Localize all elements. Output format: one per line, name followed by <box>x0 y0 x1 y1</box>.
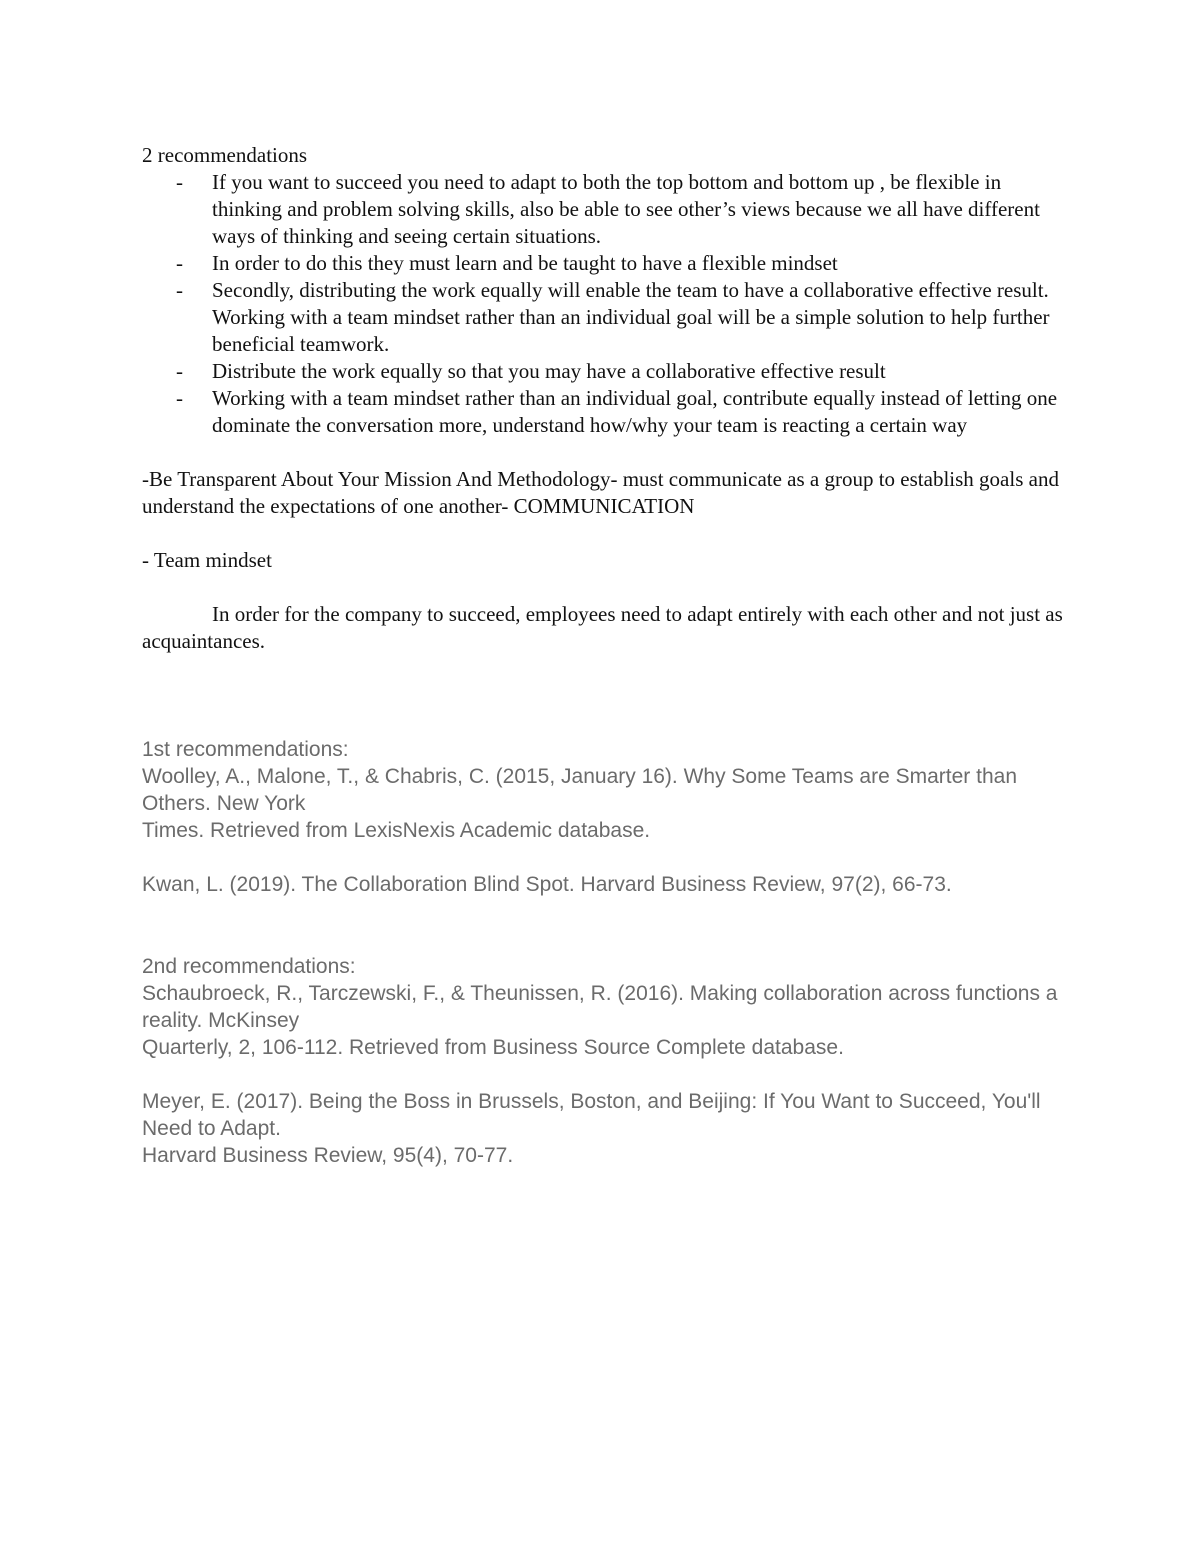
list-item-text: Working with a team mindset rather than an individual goal, contribute equally instead of letting one dominate the conversation more, understand how/why your team is reacting a certain way <box>212 386 1058 437</box>
bullet-dash: - <box>176 359 183 383</box>
list-item <box>142 358 1072 385</box>
recommendation-list <box>142 169 1072 439</box>
second-recommendations-heading: 2nd recommendations: <box>142 955 356 978</box>
reference-entry-continued: Quarterly, 2, 106-112. Retrieved from Business Source Complete database. <box>142 1036 844 1059</box>
list-item-text: Secondly, distributing the work equally will enable the team to have a collaborative effective result. Working with a team mindset rather than an individual goal will be a simple solution to help further beneficial teamwork. <box>212 278 1050 356</box>
list-item <box>142 277 1072 358</box>
reference-entry: Meyer, E. (2017). Being the Boss in Brussels, Boston, and Beijing: If You Want to Succeed, You'll Need to Adapt. <box>142 1090 1041 1140</box>
transparency-paragraph: -Be Transparent About Your Mission And Methodology- must communicate as a group to establish goals and understand the expectations of one another- COMMUNICATION <box>142 467 1059 518</box>
reference-entry-continued: Harvard Business Review, 95(4), 70-77. <box>142 1144 514 1167</box>
bullet-dash: - <box>176 386 183 410</box>
list-item <box>142 169 1072 250</box>
bullet-dash: - <box>176 170 183 194</box>
team-mindset-line: - Team mindset <box>142 548 272 572</box>
list-item <box>142 385 1072 439</box>
first-recommendations-heading: 1st recommendations: <box>142 738 349 761</box>
list-item-text: If you want to succeed you need to adapt to both the top bottom and bottom up , be flexible in thinking and problem solving skills, also be able to see other’s views because we all have different ways of thinking and seeing certain situations. <box>212 170 1040 248</box>
reference-entry: Woolley, A., Malone, T., & Chabris, C. (2015, January 16). Why Some Teams are Smarter than Others. New York <box>142 765 1017 815</box>
bullet-dash: - <box>176 251 183 275</box>
references-section <box>142 736 1082 1169</box>
reference-entry: Schaubroeck, R., Tarczewski, F., & Theunissen, R. (2016). Making collaboration across functions a reality. McKinsey <box>142 982 1058 1032</box>
reference-entry: Kwan, L. (2019). The Collaboration Blind Spot. Harvard Business Review, 97(2), 66-73. <box>142 873 952 896</box>
closing-paragraph: In order for the company to succeed, employees need to adapt entirely with each other and not just as acquaintances. <box>142 602 1063 653</box>
bullet-dash: - <box>176 278 183 302</box>
notes-section <box>142 142 1072 655</box>
list-item-text: Distribute the work equally so that you may have a collaborative effective result <box>212 359 886 383</box>
section-heading: 2 recommendations <box>142 143 308 167</box>
list-item-text: In order to do this they must learn and be taught to have a flexible mindset <box>212 251 838 275</box>
reference-entry-continued: Times. Retrieved from LexisNexis Academic database. <box>142 819 651 842</box>
list-item <box>142 250 1072 277</box>
